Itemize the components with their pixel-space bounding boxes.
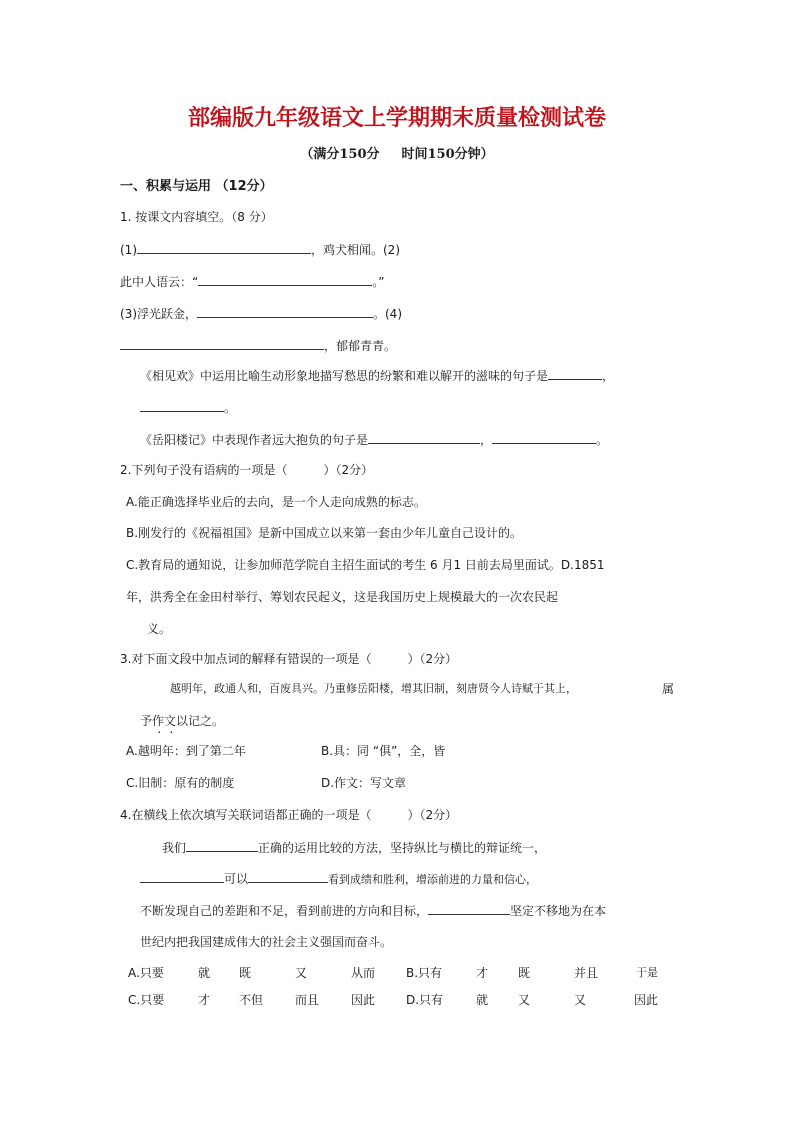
q1-line7: 《岳阳楼记》中表现作者远大抱负的句子是 ， 。: [140, 430, 608, 449]
answer-blank[interactable]: [248, 869, 328, 883]
answer-blank[interactable]: [198, 272, 372, 286]
q1-stem: 1. 按课文内容填空。（8 分）: [120, 210, 273, 224]
q4-option-d-label: D.只有: [406, 993, 444, 1007]
q4-option-d-word: 就: [476, 993, 489, 1007]
q4-option-b-word: 并且: [574, 966, 599, 980]
q4-option-b-word: 于是: [636, 966, 658, 979]
q3-passage: 越明年，政通人和，百废具兴。乃重修岳阳楼，增其旧制，刻唐贤今人诗赋于其上，: [170, 682, 577, 695]
q4-line2: 可以 看到成绩和胜利，增添前进的力量和信心，: [140, 869, 537, 889]
q4-option-d-word: 又: [518, 993, 531, 1007]
answer-blank[interactable]: [428, 901, 510, 915]
q4-option-d-word: 因此: [634, 993, 659, 1007]
q4-line4: 世纪内把我国建成伟大的社会主义强国而奋斗。: [140, 935, 393, 949]
q4-option-a-word: 既: [239, 966, 252, 980]
q4-option-b-word: 既: [518, 966, 531, 980]
q3-stem: 3.对下面文段中加点词的解释有错误的一项是（ ）（2分）: [120, 652, 458, 666]
q1-line3: (3)浮光跃金， 。(4): [120, 304, 402, 323]
q4-option-a-label: A.只要: [128, 966, 164, 980]
dotted-word: 作: [152, 714, 165, 728]
q1-line2: 此中人语云：“ 。”: [120, 272, 384, 291]
answer-blank[interactable]: [197, 304, 373, 318]
answer-blank[interactable]: [140, 398, 224, 412]
q2-option-a: A.能正确选择毕业后的去向，是一个人走向成熟的标志。: [126, 495, 426, 509]
q4-option-c-word: 才: [198, 993, 211, 1007]
q1-line1: (1) ，鸡犬相闻。(2): [120, 240, 400, 259]
q4-line3: 不断发现自己的差距和不足，看到前进的方向和目标， 坚定不移地为在本: [140, 901, 606, 920]
q1-line6: 。: [140, 398, 236, 417]
answer-blank[interactable]: [368, 430, 480, 444]
answer-blank[interactable]: [492, 430, 596, 444]
answer-blank[interactable]: [140, 869, 224, 883]
answer-blank[interactable]: [548, 366, 602, 380]
exam-time: 时间150分钟）: [401, 147, 494, 162]
q4-option-b-label: B.只有: [406, 966, 443, 980]
q3-option-a: A.越明年：到了第二年: [126, 744, 246, 758]
q1-line4: ，郁郁青青。: [120, 336, 396, 355]
q4-option-a-word: 又: [295, 966, 308, 980]
q4-option-c-word: 而且: [295, 993, 320, 1007]
q4-stem: 4.在横线上依次填写关联词语都正确的一项是（ ）（2分）: [120, 808, 458, 822]
q2-stem: 2.下列句子没有语病的一项是（ ）（2分）: [120, 463, 374, 477]
q2-option-b: B.刚发行的《祝福祖国》是新中国成立以来第一套由少年儿童自己设计的。: [126, 526, 523, 540]
q3-passage-end: 属: [662, 682, 675, 696]
q4-option-c-word: 不但: [239, 993, 264, 1007]
page-title: 部编版九年级语文上学期期末质量检测试卷: [187, 105, 606, 131]
q4-option-b-word: 才: [476, 966, 489, 980]
q2-option-d-end: 义。: [147, 622, 172, 636]
q4-option-a-word: 就: [198, 966, 211, 980]
dotted-word: 文: [164, 714, 177, 728]
q3-option-b: B.具：同 “俱”，全，皆: [321, 744, 446, 758]
q3-option-d: D.作文：写文章: [321, 776, 407, 790]
q4-option-c-label: C.只要: [128, 993, 165, 1007]
exam-info: [0, 146, 794, 164]
answer-blank[interactable]: [186, 838, 258, 852]
q2-option-c: C.教育局的通知说，让参加师范学院自主招生面试的考生 6 月1 日前去局里面试。D.1851: [126, 558, 605, 572]
answer-blank[interactable]: [120, 336, 324, 350]
q3-option-c: C.旧制：原有的制度: [126, 776, 235, 790]
section-heading: 一、积累与运用 （12分）: [120, 179, 273, 194]
q4-option-d-word: 又: [574, 993, 587, 1007]
q1-line5: 《相见欢》中运用比喻生动形象地描写愁思的纷繁和难以解开的滋味的句子是 ，: [140, 366, 614, 385]
q4-option-c-word: 因此: [351, 993, 376, 1007]
q2-option-d: 年，洪秀全在金田村举行、筹划农民起义，这是我国历史上规模最大的一次农民起: [126, 590, 559, 604]
answer-blank[interactable]: [137, 240, 311, 254]
full-score: （满分150分: [300, 147, 380, 162]
q4-option-a-word: 从而: [351, 966, 376, 980]
q3-passage-line2: 予作文以记之。: [140, 714, 225, 728]
q4-line1: 我们 正确的运用比较的方法，坚持纵比与横比的辩证统一，: [162, 838, 546, 857]
